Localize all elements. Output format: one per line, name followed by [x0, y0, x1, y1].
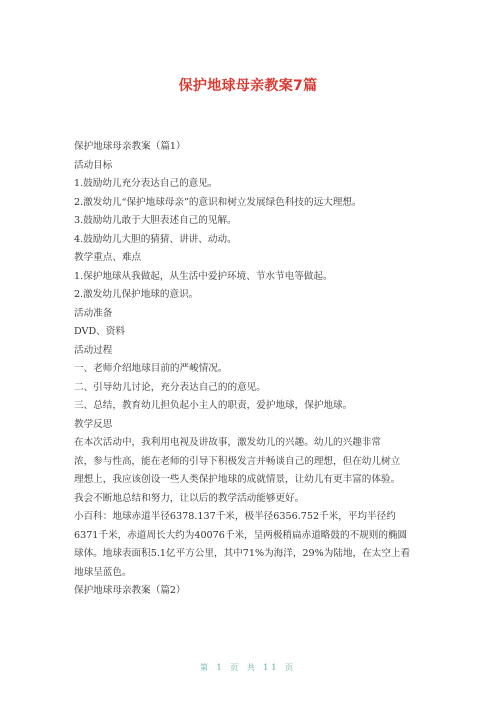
- text-line: 1.保护地球从我做起，从生活中爱护环境、节水节电等做起。: [74, 270, 333, 282]
- document-body: [74, 138, 426, 601]
- paragraph-line: 球体。地球表面积5.1亿平方公里，其中71%为海洋，29%为陆地，在太空上看: [74, 548, 411, 559]
- paragraph-line: 在本次活动中，我利用电视及讲故事，激发幼儿的兴趣。幼儿的兴趣非常: [74, 437, 381, 448]
- text-line: 活动目标: [74, 159, 113, 171]
- paragraph-line: 小百科：地球赤道半径6378.137千米，极半径6356.752千米，平均半径约: [74, 511, 396, 522]
- text-line: 二、引导幼儿讨论，充分表达自己的的意见。: [74, 381, 266, 393]
- text-line: DVD、资料: [74, 326, 125, 337]
- section-heading: 保护地球母亲教案（篇1）: [74, 141, 186, 152]
- text-line: 三、总结，教育幼儿担负起小主人的职责，爱护地球，保护地球。: [74, 400, 353, 411]
- section-heading: 保护地球母亲教案（篇2）: [74, 585, 186, 596]
- paragraph-line: 浓，参与性高，能在老师的引导下积极发言并畅谈自己的理想，但在幼儿树立: [74, 455, 401, 467]
- document-title: 保护地球母亲教案7篇: [178, 78, 318, 94]
- text-line: 活动准备: [74, 307, 113, 319]
- reflection-paragraph: [74, 434, 426, 508]
- text-line: 2.激发幼儿保护地球的意识。: [74, 289, 199, 300]
- text-line: 教学反思: [74, 418, 113, 430]
- text-line: 活动过程: [74, 344, 113, 356]
- text-line: 1.鼓励幼儿充分表达自己的意见。: [74, 178, 218, 189]
- paragraph-line: 我会不断地总结和努力，让以后的教学活动能够更好。: [74, 492, 305, 504]
- text-line: 2.激发幼儿“保护地球母亲”的意识和树立发展绿色科技的远大理想。: [74, 196, 362, 208]
- text-line: 一、老师介绍地球目前的严峻情况。: [74, 363, 228, 374]
- text-line: 3.鼓励幼儿敢于大胆表述自己的见解。: [74, 215, 237, 226]
- page-number: 第 1 页 共 11 页: [200, 663, 296, 672]
- encyclopedia-paragraph: [74, 508, 426, 582]
- paragraph-line: 地球呈蓝色。: [74, 566, 132, 578]
- paragraph-line: 6371千米，赤道周长大约为40076千米，呈两极稍扁赤道略鼓的不规则的椭圆: [74, 529, 408, 541]
- paragraph-line: 理想上，我应该创设一些人类保护地球的成就情景，让幼儿有更丰富的体验。: [74, 474, 401, 485]
- text-line: 4.鼓励幼儿大胆的猜猜、讲讲、动动。: [74, 233, 237, 245]
- text-line: 教学重点、难点: [74, 252, 142, 263]
